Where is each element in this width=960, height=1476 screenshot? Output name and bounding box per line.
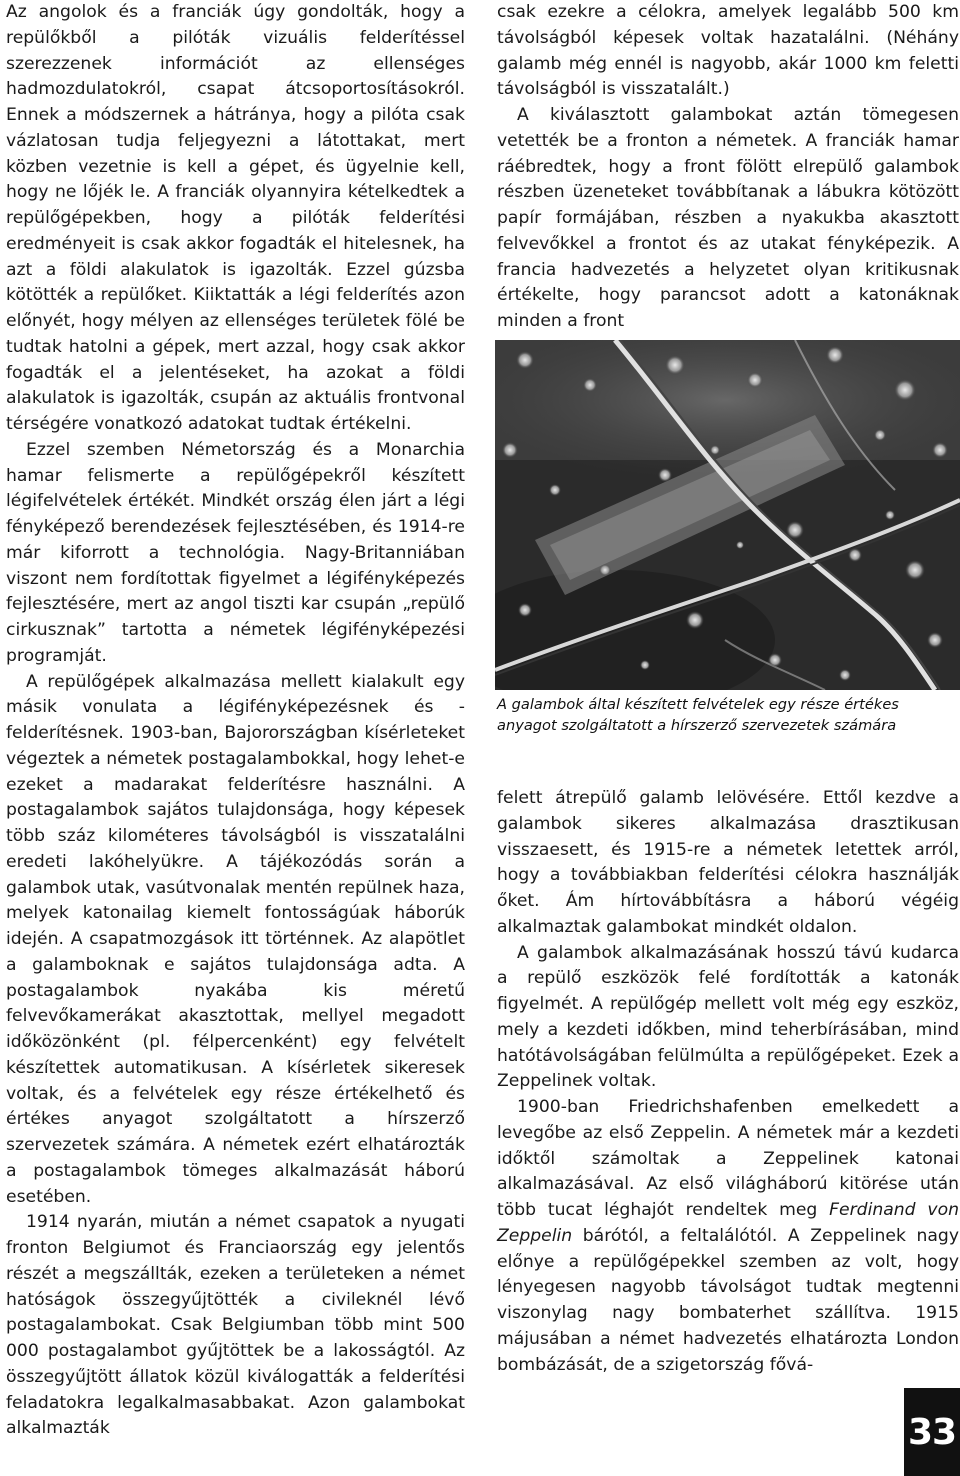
paragraph-7: felett átrepülő galamb lelövésére. Ettől kezdve a galambok sikeres alkalmazása drasztikusan visszaesett, és 1915-re a németek letettek arról, hogy a továbbiakban felderítési célokra használják őket. Ám hírtovábbításra a háború végéig alkalmaztak galambokat mindkét oldalon.: [497, 788, 959, 937]
paragraph-9-start: 1900-ban Friedrichshafenben emelkedett a levegőbe az első Zeppelin. A németek már a kezdeti időktől számoltak a Zeppelinek katonai alkalmazásával. Az első világháború kitörése után több tucat léghajót rendeltek meg: [497, 1097, 959, 1220]
right-top-column: [497, 0, 959, 335]
paragraph-9-end: bárótól, a feltalálótól. A Zeppelinek nagy előnye a repülőgépekkel szemben az volt, hogy lényegesen nagyobb távolságot tudtak megtenni viszonylag nagy bombaterhet szállítva. 1915 májusában a német hadvezetés elhatározta London bombázását, de a szigetország fővá-: [497, 1225, 959, 1375]
page-number: 33: [904, 1388, 960, 1476]
inventor-name: Ferdinand von Zeppelin: [497, 1200, 959, 1246]
paragraph-2: Ezzel szemben Németország és a Monarchia hamar felismerte a repülőgépekről készített légifelvételek értékét. Mindkét ország élen járt a légi fényképező berendezések fejlesztésében, és 1914-re már kiforrott a technológia. Nagy-Britanniában viszont nem fordítottak figyelmet a légifényképezés fejlesztésére, mert az angol tiszti kar csupán „repülő cirkusznak” tartotta a németek légifényképezési programját.: [6, 439, 465, 666]
right-bottom-column: [497, 786, 959, 1378]
aerial-trench-photo: [495, 340, 960, 690]
paragraph-8: A galambok alkalmazásának hosszú távú kudarca a repülő eszközök felé fordították a katonák figyelmét. A repülőgép mellett volt még egy eszköz, mely a kezdeti időkben, mind teherbírásában, mind hatótávolságában felülmúlta a repülőgépeket. Ezek a Zeppelinek voltak.: [497, 942, 959, 1092]
paragraph-4: 1914 nyarán, miután a német csapatok a nyugati fronton Belgiumot és Franciaország egy jelentős részét a megszállták, ezeken a területeken a német hatóságok összegyűjtötték a civileknél lévő postagalambokat. Csak Belgiumban több mint 500 000 postagalambot gyűjtöttek be a lakosságtól. Az összegyűjtött állatok közül kiválogatták a felderítési feladatokra legalkalmasabbakat. Azon galambokat alkalmazták: [6, 1212, 465, 1439]
paragraph-3: A repülőgépek alkalmazása mellett kialakult egy másik vonulata a légifényképezésnek és -felderítésnek. 1903-ban, Bajorországban kísérleteket végeztek a németek postagalambokkal, hogy lehet-e ezeket a madarakat felderítésre használni. A postagalambok sajátos tulajdonsága, hogy képesek több száz kilométeres távolságból is visszatalálni eredeti lakóhelyükre. A tájékozódás során a galambok utak, vasútvonalak mentén repülnek haza, melyek katonailag kiemelt fontosságúak háborúk idején. A csapatmozgások itt történnek. Az alapötlet a galamboknak e sajátos tulajdonsága adta. A postagalambok nyakába kis méretű felvevőkamerákat akasztottak, mellyel megadott időközönként (pl. félpercenként) egy felvételt készítettek automatikusan. A kísérletek sikeresek voltak, és a felvételek egy része értékelhető és értékes anyagot szolgáltatott a hírszerző szervezetek számára. A németek ezért elhatározták a postagalambok tömeges alkalmazását háború esetében.: [6, 671, 465, 1207]
paragraph-9: [497, 1095, 959, 1378]
paragraph-1: Az angolok és a franciák úgy gondolták, hogy a repülőkből a pilóták vizuális felderítéssel szerezzenek információt az ellenséges hadmozdulatokról, csapat átcsoportosításokról. Ennek a módszernek a hátránya, hogy a pilóta csak vázlatosan tudja feljegyezni a látottakat, mert közben vezetnie is kell a gépet, és ügyelnie kell, hogy ne lőjék le. A franciák olyannyira kételkedtek a repülőgépekben, hogy a pilóták felderítési eredményeit is csak akkor fogadták el hitelesnek, ha azt a földi alakulatok is igazolták. Ezzel gúzsba kötötték a repülőket. Kiiktatták a légi felderítés azon előnyét, hogy mélyen az ellenséges területek fölé be tudtak hatolni a gépek, mert azzal, hogy csak akkor fogadták el a jelentéseket, ha azokat a földi alakulatok is igazolták, csupán az aktuális frontvonal térségére vonatkozó adatokat tudtak értékelni.: [6, 2, 465, 434]
left-column: [6, 0, 465, 1442]
paragraph-5: csak ezekre a célokra, amelyek legalább 500 km távolságból képesek voltak hazatalálni. (Néhány galamb még ennél is nagyobb, akár 1000 km feletti távolságból is visszatalált.): [497, 2, 959, 100]
photo-caption: A galambok által készített felvételek egy része értékes anyagot szolgáltatott a hírszerző szervezetek számára: [497, 696, 899, 734]
paragraph-6: A kiválasztott galambokat aztán tömegesen vetették be a fronton a németek. A franciák hamar ráébredtek, hogy a front fölött elrepülő galambok részben üzeneteket továbbítanak a lábukra kötözött papír formájában, részben a nyakukba akasztott felvevőkkel a frontot és az utakat fényképezik. A francia hadvezetés a helyzetet olyan kritikusnak értékelte, hogy parancsot adott a katonáknak minden a front: [497, 105, 959, 331]
